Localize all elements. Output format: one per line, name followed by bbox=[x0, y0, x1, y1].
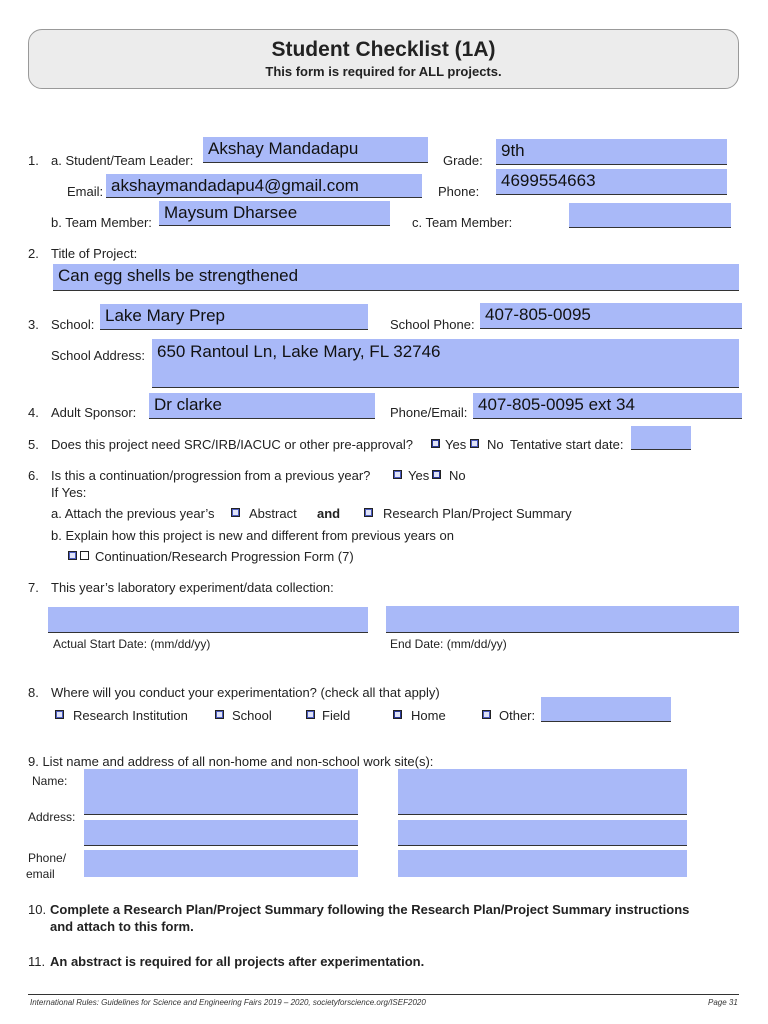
team-leader-label: a. Student/Team Leader: bbox=[51, 153, 194, 168]
lab-experiment-label: This year’s laboratory experiment/data collection: bbox=[51, 580, 334, 595]
school-location-checkbox[interactable] bbox=[215, 710, 224, 719]
continuation-form-label: Continuation/Research Progression Form (7) bbox=[95, 549, 354, 564]
start-date-field[interactable] bbox=[48, 607, 368, 633]
research-institution-label: Research Institution bbox=[73, 708, 188, 723]
preapproval-yes-label: Yes bbox=[445, 437, 467, 452]
research-plan-checkbox[interactable] bbox=[364, 508, 373, 517]
continuation-no-checkbox[interactable] bbox=[432, 470, 441, 479]
tentative-start-field[interactable] bbox=[631, 426, 691, 450]
and-label: and bbox=[317, 506, 341, 521]
q10-number: 10. bbox=[28, 902, 47, 917]
research-plan-instruction-2: and attach to this form. bbox=[50, 919, 194, 934]
grade-label: Grade: bbox=[443, 153, 483, 168]
footer-divider bbox=[28, 994, 739, 995]
q2-number: 2. bbox=[28, 246, 39, 261]
school-address-field[interactable]: 650 Rantoul Ln, Lake Mary, FL 32746 bbox=[152, 339, 739, 388]
other-location-field[interactable] bbox=[541, 697, 671, 722]
team-member-b-field[interactable]: Maysum Dharsee bbox=[159, 201, 390, 226]
form-subtitle: This form is required for ALL projects. bbox=[265, 64, 502, 79]
site-email-label: email bbox=[26, 867, 55, 881]
continuation-form-checkbox-1[interactable] bbox=[68, 551, 77, 560]
q5-number: 5. bbox=[28, 437, 39, 452]
start-date-label: Actual Start Date: (mm/dd/yy) bbox=[53, 637, 211, 651]
email-field[interactable]: akshaymandadapu4@gmail.com bbox=[106, 174, 422, 198]
work-sites-label: 9. List name and address of all non-home and non-school work site(s): bbox=[28, 754, 434, 769]
footer-source: International Rules: Guidelines for Science and Engineering Fairs 2019 – 2020, societyforscience.org/ISEF2020 bbox=[30, 998, 426, 1007]
school-field[interactable]: Lake Mary Prep bbox=[100, 304, 368, 330]
q3-number: 3. bbox=[28, 317, 39, 332]
other-location-label: Other: bbox=[499, 708, 536, 723]
continuation-question: Is this a continuation/progression from a previous year? bbox=[51, 468, 371, 483]
other-location-checkbox[interactable] bbox=[482, 710, 491, 719]
adult-sponsor-label: Adult Sponsor: bbox=[51, 405, 137, 420]
school-phone-label: School Phone: bbox=[390, 317, 475, 332]
q4-number: 4. bbox=[28, 405, 39, 420]
page-number: Page 31 bbox=[708, 998, 738, 1007]
phone-label: Phone: bbox=[438, 184, 480, 199]
q6-number: 6. bbox=[28, 468, 39, 483]
form-title: Student Checklist (1A) bbox=[271, 38, 496, 61]
site-name-label: Name: bbox=[32, 774, 68, 788]
team-member-b-label: b. Team Member: bbox=[51, 215, 152, 230]
research-plan-label: Research Plan/Project Summary bbox=[383, 506, 572, 521]
continuation-no-label: No bbox=[449, 468, 466, 483]
school-address-label: School Address: bbox=[51, 348, 145, 363]
project-title-field[interactable]: Can egg shells be strengthened bbox=[53, 264, 739, 291]
tentative-start-label: Tentative start date: bbox=[510, 437, 624, 452]
school-label: School: bbox=[51, 317, 95, 332]
phone-field[interactable]: 4699554663 bbox=[496, 169, 727, 195]
site-2-phone-field[interactable] bbox=[398, 850, 687, 877]
sponsor-contact-field[interactable]: 407-805-0095 ext 34 bbox=[473, 393, 742, 419]
continuation-form-checkbox-2[interactable] bbox=[80, 551, 89, 560]
preapproval-question: Does this project need SRC/IRB/IACUC or other pre-approval? bbox=[51, 437, 413, 452]
site-phone-label: Phone/ bbox=[28, 851, 67, 865]
preapproval-no-label: No bbox=[487, 437, 504, 452]
attach-previous-label: a. Attach the previous year’s bbox=[51, 506, 215, 521]
site-2-address-field[interactable] bbox=[398, 820, 687, 846]
form-header bbox=[28, 29, 739, 89]
adult-sponsor-field[interactable]: Dr clarke bbox=[149, 393, 375, 419]
site-address-label: Address: bbox=[28, 810, 76, 824]
field-location-label: Field bbox=[322, 708, 351, 723]
q8-number: 8. bbox=[28, 685, 39, 700]
q11-number: 11. bbox=[28, 954, 46, 969]
field-location-checkbox[interactable] bbox=[306, 710, 315, 719]
grade-field[interactable]: 9th bbox=[496, 139, 727, 165]
end-date-field[interactable] bbox=[386, 606, 739, 633]
email-label: Email: bbox=[67, 184, 104, 199]
continuation-yes-checkbox[interactable] bbox=[393, 470, 402, 479]
site-2-name-field[interactable] bbox=[398, 769, 687, 815]
school-location-label: School bbox=[232, 708, 272, 723]
research-institution-checkbox[interactable] bbox=[55, 710, 64, 719]
abstract-label: Abstract bbox=[249, 506, 297, 521]
project-title-label: Title of Project: bbox=[51, 246, 138, 261]
abstract-checkbox[interactable] bbox=[231, 508, 240, 517]
team-member-c-label: c. Team Member: bbox=[412, 215, 513, 230]
abstract-requirement: An abstract is required for all projects after experimentation. bbox=[50, 954, 425, 969]
team-leader-field[interactable]: Akshay Mandadapu bbox=[203, 137, 428, 163]
if-yes-label: If Yes: bbox=[51, 485, 87, 500]
preapproval-no-checkbox[interactable] bbox=[470, 439, 479, 448]
q1-number: 1. bbox=[28, 153, 39, 168]
research-plan-instruction-1: Complete a Research Plan/Project Summary following the Research Plan/Project Summary instructions bbox=[50, 902, 690, 917]
explain-new-label: b. Explain how this project is new and different from previous years on bbox=[51, 528, 454, 543]
sponsor-contact-label: Phone/Email: bbox=[390, 405, 468, 420]
end-date-label: End Date: (mm/dd/yy) bbox=[390, 637, 507, 651]
site-1-phone-field[interactable] bbox=[84, 850, 358, 877]
home-location-label: Home bbox=[411, 708, 446, 723]
q7-number: 7. bbox=[28, 580, 39, 595]
site-1-name-field[interactable] bbox=[84, 769, 358, 815]
experimentation-location-question: Where will you conduct your experimentation? (check all that apply) bbox=[51, 685, 440, 700]
continuation-yes-label: Yes bbox=[408, 468, 430, 483]
school-phone-field[interactable]: 407-805-0095 bbox=[480, 303, 742, 329]
site-1-address-field[interactable] bbox=[84, 820, 358, 846]
home-location-checkbox[interactable] bbox=[393, 710, 402, 719]
team-member-c-field[interactable] bbox=[569, 203, 731, 228]
preapproval-yes-checkbox[interactable] bbox=[431, 439, 440, 448]
